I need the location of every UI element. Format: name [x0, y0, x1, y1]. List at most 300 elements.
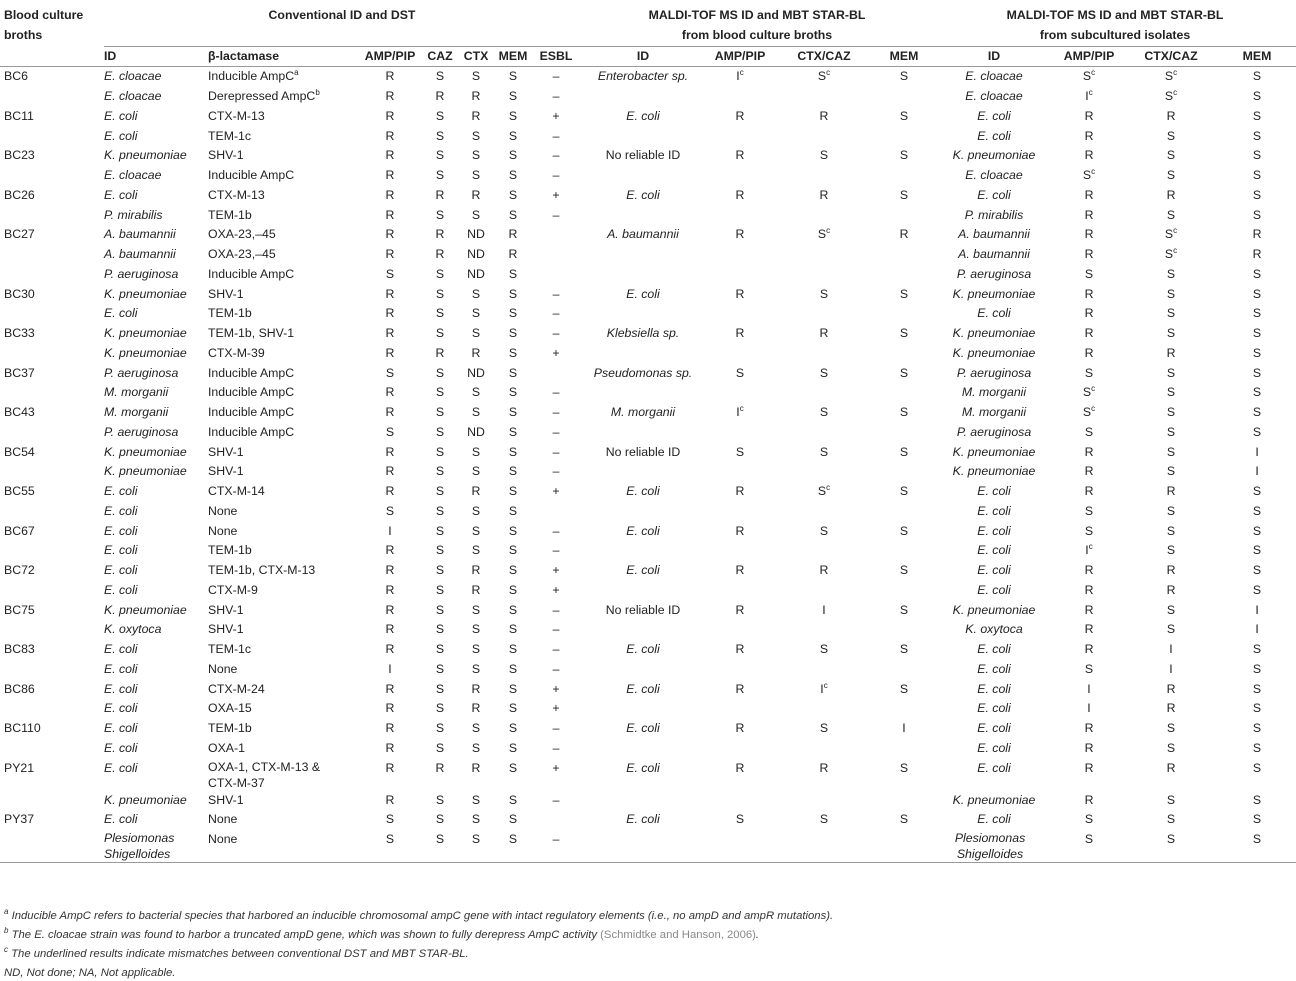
cell-ctx: S — [471, 543, 481, 558]
cell-amp-pip-broth — [706, 502, 774, 522]
table-row — [0, 245, 1296, 265]
cell-id-sub: E. coli — [977, 523, 1011, 538]
cell-ctx-caz-sub: R — [1166, 108, 1176, 123]
cell-broth — [0, 127, 104, 147]
cell-id-broth — [580, 699, 706, 719]
cell-mem-broth — [874, 541, 934, 561]
footnote-abbreviations: ND, Not done; NA, Not applicable. — [4, 967, 176, 979]
cell-id-sub: E. coli — [977, 503, 1011, 518]
cell-mem-broth: S — [899, 187, 909, 202]
cell-ctx: ND — [467, 365, 485, 380]
cell-amp-pip-broth: R — [735, 642, 745, 656]
cell-amp-pip-sub: R — [1084, 602, 1094, 617]
cell-caz: R — [435, 345, 445, 360]
cell-id-sub: E. coli — [977, 681, 1011, 696]
cell-ctx-caz-broth — [774, 87, 874, 107]
cell-caz: S — [435, 128, 445, 143]
cell-amp-pip: R — [385, 148, 395, 163]
cell-amp-pip: R — [358, 67, 422, 87]
cell-caz: R — [435, 227, 445, 242]
superscript-mark: c — [1173, 68, 1178, 78]
cell-id-sub: K. pneumoniae — [952, 444, 1036, 459]
cell-ctx-caz-broth — [774, 581, 874, 601]
cell-ctx: ND — [467, 227, 485, 242]
superscript-mark: c — [739, 404, 744, 413]
cell-mem: S — [508, 464, 518, 479]
cell-amp-pip-broth: $I^c$ — [736, 404, 744, 419]
cell-esbl — [532, 265, 580, 285]
cell-beta-lactamase: Inducible AmpC$^a$ — [208, 67, 358, 87]
cell-id-broth: E. coli — [626, 523, 660, 538]
table-row — [0, 561, 1296, 581]
cell-mem-sub: S — [1252, 286, 1262, 301]
cell-id-sub: E. cloacae — [965, 168, 1023, 182]
cell-ctx-caz-broth — [774, 304, 874, 324]
cell-caz: S — [435, 207, 445, 222]
cell-beta-lactamase: Inducible AmpC — [208, 266, 295, 281]
cell-ctx-caz-broth — [774, 265, 874, 285]
cell-mem: S — [508, 286, 518, 301]
cell-id-sub: K. pneumoniae — [952, 286, 1036, 301]
cell-mem-sub: S — [1252, 148, 1262, 163]
cell-broth: BC33 — [4, 326, 35, 340]
cell-amp-pip-sub: R — [1084, 207, 1094, 222]
cell-amp-pip-sub: S — [1084, 523, 1094, 538]
cell-amp-pip: R — [385, 405, 395, 419]
cell-amp-pip-sub: S — [1054, 830, 1124, 863]
cell-id-broth — [580, 206, 706, 226]
cell-beta-lactamase: None — [208, 503, 238, 518]
cell-caz: S — [435, 484, 445, 498]
cell-id: Plesiomonas Shigelloides — [104, 830, 208, 863]
cell-mem-sub: S — [1252, 523, 1262, 538]
cell-esbl: – — [552, 148, 560, 163]
cell-caz: S — [435, 326, 445, 340]
cell-amp-pip: R — [385, 464, 395, 479]
cell-amp-pip: R — [385, 484, 395, 498]
cell-ctx: R — [471, 760, 481, 775]
cell-amp-pip-broth: $I^c$ — [706, 67, 774, 87]
table-row — [0, 285, 1296, 305]
table-row — [0, 225, 1296, 245]
cell-ctx: S — [471, 444, 481, 459]
cell-beta-lactamase: SHV-1 — [208, 622, 244, 637]
subheader-esbl: ESBL — [532, 46, 580, 67]
cell-id-broth: E. coli — [626, 642, 660, 656]
cell-ctx-caz-sub: S — [1166, 543, 1176, 558]
superscript-mark: c — [823, 680, 828, 690]
cell-ctx-caz-sub: S — [1166, 207, 1176, 222]
cell-amp-pip-sub: R — [1084, 563, 1094, 577]
cell-id-broth: No reliable ID — [605, 444, 681, 459]
cell-esbl — [532, 364, 580, 384]
cell-amp-pip: I — [388, 661, 392, 676]
cell-mem: S — [494, 830, 532, 863]
cell-amp-pip: S — [385, 266, 395, 281]
table-row — [0, 127, 1296, 147]
subheader-amp-pip: AMP/PIP — [358, 46, 422, 67]
cell-id-broth: E. coli — [626, 108, 660, 123]
cell-id-sub: E. coli — [977, 760, 1011, 775]
cell-amp-pip-sub: $I^c$ — [1085, 542, 1093, 558]
cell-ctx-caz-sub: S — [1166, 385, 1176, 400]
cell-id-sub: Plesiomonas Shigelloides — [934, 830, 1054, 863]
cell-id-sub: P. mirabilis — [964, 207, 1024, 222]
cell-ctx: R — [471, 582, 481, 597]
cell-amp-pip-broth: R — [735, 760, 745, 775]
cell-id: E. coli — [104, 701, 138, 716]
cell-mem: S — [508, 760, 518, 775]
cell-amp-pip: R — [385, 543, 395, 558]
cell-id-broth: Klebsiella sp. — [606, 326, 680, 340]
table-row — [0, 640, 1296, 660]
cell-beta-lactamase: None — [208, 830, 358, 863]
cell-mem-sub: S — [1252, 385, 1262, 400]
cell-ctx: ND — [467, 247, 485, 261]
cell-broth: BC86 — [4, 681, 35, 696]
cell-mem-broth — [874, 830, 934, 863]
table-row — [0, 344, 1296, 364]
cell-beta-lactamase: CTX-M-13 — [208, 187, 265, 202]
cell-beta-lactamase: TEM-1b — [208, 306, 252, 321]
cell-amp-pip-broth: R — [735, 681, 745, 696]
footnote-b: $^b$ The E. cloacae strain was found to harbor a truncated ampD gene, which was shown to fully derepress AmpC activity (Schmidtke and Hanson, 2006). — [4, 926, 760, 941]
cell-mem-sub: S — [1252, 365, 1262, 380]
cell-broth: BC27 — [4, 227, 35, 242]
cell-mem-sub: S — [1252, 701, 1262, 716]
cell-id: M. morganii — [104, 385, 169, 400]
cell-mem-broth — [874, 502, 934, 522]
cell-mem: R — [508, 227, 518, 242]
cell-amp-pip-sub: S — [1084, 812, 1094, 827]
cell-beta-lactamase: OXA-23,–45 — [208, 227, 276, 242]
cell-ctx-caz-sub: S — [1124, 830, 1218, 863]
cell-amp-pip-broth — [706, 304, 774, 324]
cell-amp-pip: R — [385, 721, 395, 735]
cell-ctx-caz-sub: S — [1166, 721, 1176, 735]
cell-id-broth: E. coli — [626, 812, 660, 827]
cell-ctx-caz-broth: $S^c$ — [774, 67, 874, 87]
cell-amp-pip-sub: $S^c$ — [1082, 384, 1096, 400]
cell-mem: S — [508, 812, 518, 827]
cell-ctx: S — [471, 661, 481, 676]
cell-broth — [0, 245, 104, 265]
cell-mem-sub: S — [1252, 108, 1262, 123]
cell-id: K. pneumoniae — [104, 286, 187, 301]
table-row — [0, 304, 1296, 324]
cell-mem: S — [508, 721, 518, 735]
cell-ctx: R — [471, 108, 481, 123]
cell-amp-pip-broth — [706, 791, 774, 811]
cell-beta-lactamase: Inducible AmpC — [208, 168, 295, 182]
table-row — [0, 324, 1296, 344]
cell-mem: S — [508, 345, 518, 360]
subheader-id: ID — [104, 46, 208, 67]
cell-caz: S — [435, 464, 445, 479]
cell-ctx-caz-broth: $S^c$ — [817, 226, 831, 242]
cell-mem-sub: S — [1218, 67, 1296, 87]
cell-beta-lactamase: SHV-1 — [208, 148, 244, 163]
cell-beta-lactamase: TEM-1b — [208, 721, 252, 735]
cell-ctx-caz-sub: S — [1166, 306, 1176, 321]
cell-amp-pip-broth — [706, 245, 774, 265]
cell-amp-pip: R — [385, 602, 395, 617]
cell-ctx-caz-sub: $S^c$ — [1164, 246, 1178, 261]
cell-esbl: – — [552, 306, 560, 321]
cell-id-sub: E. coli — [977, 642, 1011, 656]
cell-amp-pip-broth: R — [735, 227, 745, 242]
cell-beta-lactamase: OXA-1 — [208, 740, 245, 755]
cell-ctx-caz-sub: S — [1166, 622, 1176, 637]
cell-mem: S — [494, 67, 532, 87]
cell-mem-broth — [874, 87, 934, 107]
header-conventional-id-dst: Conventional ID and DST — [104, 6, 580, 46]
cell-mem: S — [508, 543, 518, 558]
cell-id-broth — [580, 166, 706, 186]
cell-beta-lactamase: SHV-1 — [208, 286, 244, 301]
cell-amp-pip: S — [385, 812, 395, 827]
cell-mem-sub: S — [1252, 326, 1262, 340]
cell-mem: S — [508, 326, 518, 340]
cell-mem-broth — [874, 206, 934, 226]
cell-broth: PY37 — [4, 812, 35, 827]
cell-id-sub: E. cloacae — [965, 89, 1023, 103]
cell-id-broth: E. coli — [626, 484, 660, 498]
cell-amp-pip: R — [385, 681, 395, 696]
cell-mem-sub: S — [1252, 681, 1262, 696]
cell-amp-pip-sub: $I^c$ — [1085, 88, 1093, 103]
table-body — [0, 67, 1296, 863]
superscript-mark: c — [1173, 88, 1178, 97]
cell-beta-lactamase: SHV-1 — [208, 792, 244, 807]
subheader-mem-sub: MEM — [1218, 46, 1296, 67]
footnote-c: $^c$ The underlined results indicate mismatches between conventional DST and MBT STAR-BL. — [4, 945, 469, 960]
cell-mem-sub: S — [1252, 306, 1262, 321]
cell-broth: BC11 — [4, 108, 34, 123]
cell-caz: S — [435, 792, 445, 807]
cell-ctx-caz-broth: R — [819, 563, 829, 577]
superscript-mark: c — [1091, 384, 1096, 394]
cell-id-broth — [580, 462, 706, 482]
cell-mem: S — [508, 187, 518, 202]
cell-amp-pip: R — [385, 227, 395, 242]
cell-ctx-caz-broth: R — [819, 760, 829, 775]
cell-ctx-caz-sub: R — [1166, 681, 1176, 696]
cell-ctx: S — [471, 385, 481, 400]
cell-caz: S — [435, 661, 445, 676]
cell-beta-lactamase: OXA-1, CTX-M-13 & CTX-M-37 — [208, 759, 321, 790]
cell-ctx: R — [471, 345, 481, 360]
cell-amp-pip-sub: R — [1084, 792, 1094, 807]
cell-mem: S — [508, 661, 518, 676]
cell-amp-pip-sub: R — [1084, 148, 1094, 163]
cell-ctx-caz-broth — [774, 423, 874, 443]
cell-mem: S — [508, 602, 518, 617]
cell-mem-sub: S — [1252, 582, 1262, 597]
cell-id-broth — [580, 502, 706, 522]
cell-ctx-caz-sub: S — [1166, 792, 1176, 807]
cell-mem: S — [508, 168, 518, 182]
cell-amp-pip: R — [385, 108, 395, 123]
cell-esbl: – — [552, 207, 560, 222]
cell-mem-sub: S — [1252, 642, 1262, 656]
cell-ctx: S — [458, 830, 494, 863]
cell-amp-pip-sub: S — [1084, 661, 1094, 676]
cell-mem: S — [508, 306, 518, 321]
cell-mem-sub: S — [1252, 405, 1262, 419]
table-row — [0, 166, 1296, 186]
table-row — [0, 206, 1296, 226]
cell-mem: S — [508, 148, 518, 163]
cell-id: K. oxytoca — [104, 622, 162, 637]
cell-esbl: – — [552, 661, 560, 676]
cell-esbl — [532, 225, 580, 245]
cell-id: E. coli — [104, 128, 138, 143]
cell-mem-broth: S — [874, 67, 934, 87]
cell-amp-pip: R — [385, 582, 395, 597]
cell-id: K. pneumoniae — [104, 444, 187, 459]
header-blood-culture-broths: Blood culture broths — [4, 8, 84, 42]
cell-mem-broth — [874, 127, 934, 147]
cell-mem-broth — [874, 739, 934, 759]
cell-id-broth — [580, 581, 706, 601]
cell-id: E. coli — [104, 812, 138, 827]
cell-esbl — [532, 245, 580, 265]
cell-esbl — [532, 502, 580, 522]
cell-ctx-caz-broth — [774, 127, 874, 147]
cell-ctx-caz-broth: S — [819, 444, 829, 459]
cell-mem: S — [508, 405, 518, 419]
cell-esbl: – — [552, 543, 560, 558]
cell-amp-pip-broth — [706, 739, 774, 759]
cell-mem-broth — [874, 660, 934, 680]
cell-ctx-caz-sub: S — [1166, 424, 1176, 439]
table-row — [0, 699, 1296, 719]
cell-broth: BC26 — [4, 187, 35, 202]
cell-amp-pip-broth: S — [735, 812, 745, 827]
cell-amp-pip-broth — [706, 265, 774, 285]
table-row — [0, 601, 1296, 621]
table-row — [0, 443, 1296, 463]
cell-amp-pip-broth — [706, 620, 774, 640]
table-row — [0, 462, 1296, 482]
cell-ctx-caz-broth — [774, 245, 874, 265]
cell-ctx-caz-sub: R — [1166, 701, 1176, 716]
cell-amp-pip-sub: R — [1084, 187, 1094, 202]
cell-mem-sub: S — [1252, 266, 1262, 281]
cell-ctx-caz-sub: S — [1166, 405, 1176, 419]
cell-mem-broth: S — [899, 602, 909, 617]
cell-id-sub: E. coli — [977, 306, 1011, 321]
cell-amp-pip-sub: R — [1084, 444, 1094, 459]
cell-id: E. cloacae — [104, 168, 162, 182]
cell-mem: S — [508, 128, 518, 143]
cell-id: E. cloacae — [104, 67, 208, 87]
table-row — [0, 759, 1296, 791]
cell-ctx: S — [471, 207, 481, 222]
cell-broth: BC110 — [4, 721, 41, 735]
cell-caz: S — [435, 602, 445, 617]
cell-caz: S — [435, 306, 445, 321]
cell-esbl: + — [552, 701, 560, 716]
table-row — [0, 383, 1296, 403]
cell-beta-lactamase: TEM-1b, SHV-1 — [208, 326, 295, 340]
cell-mem-broth — [874, 265, 934, 285]
cell-mem-broth — [874, 699, 934, 719]
cell-id: E. coli — [104, 760, 138, 775]
cell-mem-sub: S — [1252, 812, 1262, 827]
cell-broth — [0, 383, 104, 403]
cell-caz: S — [435, 168, 445, 182]
cell-caz: S — [435, 424, 445, 439]
cell-id-broth — [580, 423, 706, 443]
cell-caz: S — [422, 67, 458, 87]
cell-beta-lactamase: TEM-1c — [208, 642, 252, 656]
cell-mem-sub: S — [1252, 128, 1262, 143]
cell-mem-broth: S — [899, 760, 909, 775]
cell-amp-pip: S — [358, 830, 422, 863]
cell-mem: S — [508, 385, 518, 400]
cell-mem-sub: I — [1255, 622, 1259, 637]
cell-mem-broth: S — [899, 812, 909, 827]
cell-mem: S — [508, 740, 518, 755]
cell-amp-pip: R — [385, 760, 395, 775]
cell-esbl: – — [552, 424, 560, 439]
citation-link[interactable]: (Schmidtke and Hanson, 2006) — [600, 929, 756, 941]
cell-amp-pip-broth — [706, 830, 774, 863]
superscript-mark: c — [826, 68, 831, 78]
cell-amp-pip-broth — [706, 541, 774, 561]
cell-caz: S — [435, 582, 445, 597]
cell-id: E. coli — [104, 523, 138, 538]
header-maldi-broths: MALDI-TOF MS ID and MBT STAR-BL from blood culture broths — [580, 6, 934, 46]
cell-id: K. pneumoniae — [104, 148, 187, 163]
cell-amp-pip-sub: $S^c$ — [1082, 404, 1096, 419]
table-row — [0, 107, 1296, 127]
cell-amp-pip-sub: I — [1087, 681, 1091, 696]
cell-id-broth: Enterobacter sp. — [580, 67, 706, 87]
cell-beta-lactamase: TEM-1c — [208, 128, 252, 143]
cell-amp-pip-sub: R — [1084, 642, 1094, 656]
cell-mem: S — [508, 563, 518, 577]
subheader-id-sub: ID — [934, 46, 1054, 67]
cell-amp-pip-sub: $S^c$ — [1054, 67, 1124, 87]
cell-id: E. coli — [104, 740, 138, 755]
cell-mem-broth: S — [899, 484, 909, 498]
cell-broth — [0, 462, 104, 482]
cell-amp-pip-sub: R — [1084, 326, 1094, 340]
cell-amp-pip: R — [385, 207, 395, 222]
cell-ctx: S — [471, 168, 481, 182]
cell-id: E. coli — [104, 642, 138, 656]
cell-mem: S — [508, 207, 518, 222]
cell-broth — [0, 581, 104, 601]
cell-ctx-caz-broth — [774, 620, 874, 640]
cell-mem-sub: S — [1252, 661, 1262, 676]
cell-amp-pip-sub: R — [1084, 582, 1094, 597]
cell-broth: BC43 — [4, 405, 35, 419]
cell-broth: BC23 — [4, 148, 35, 163]
cell-mem-broth: S — [899, 642, 909, 656]
table-row — [0, 830, 1296, 863]
cell-id-broth: A. baumannii — [607, 227, 679, 242]
cell-id-broth — [580, 87, 706, 107]
cell-mem-broth: S — [899, 405, 909, 419]
cell-id: E. coli — [104, 543, 138, 558]
cell-id-broth: No reliable ID — [605, 148, 681, 163]
superscript-mark: c — [1173, 226, 1178, 236]
cell-ctx-caz-broth: I — [822, 602, 826, 617]
